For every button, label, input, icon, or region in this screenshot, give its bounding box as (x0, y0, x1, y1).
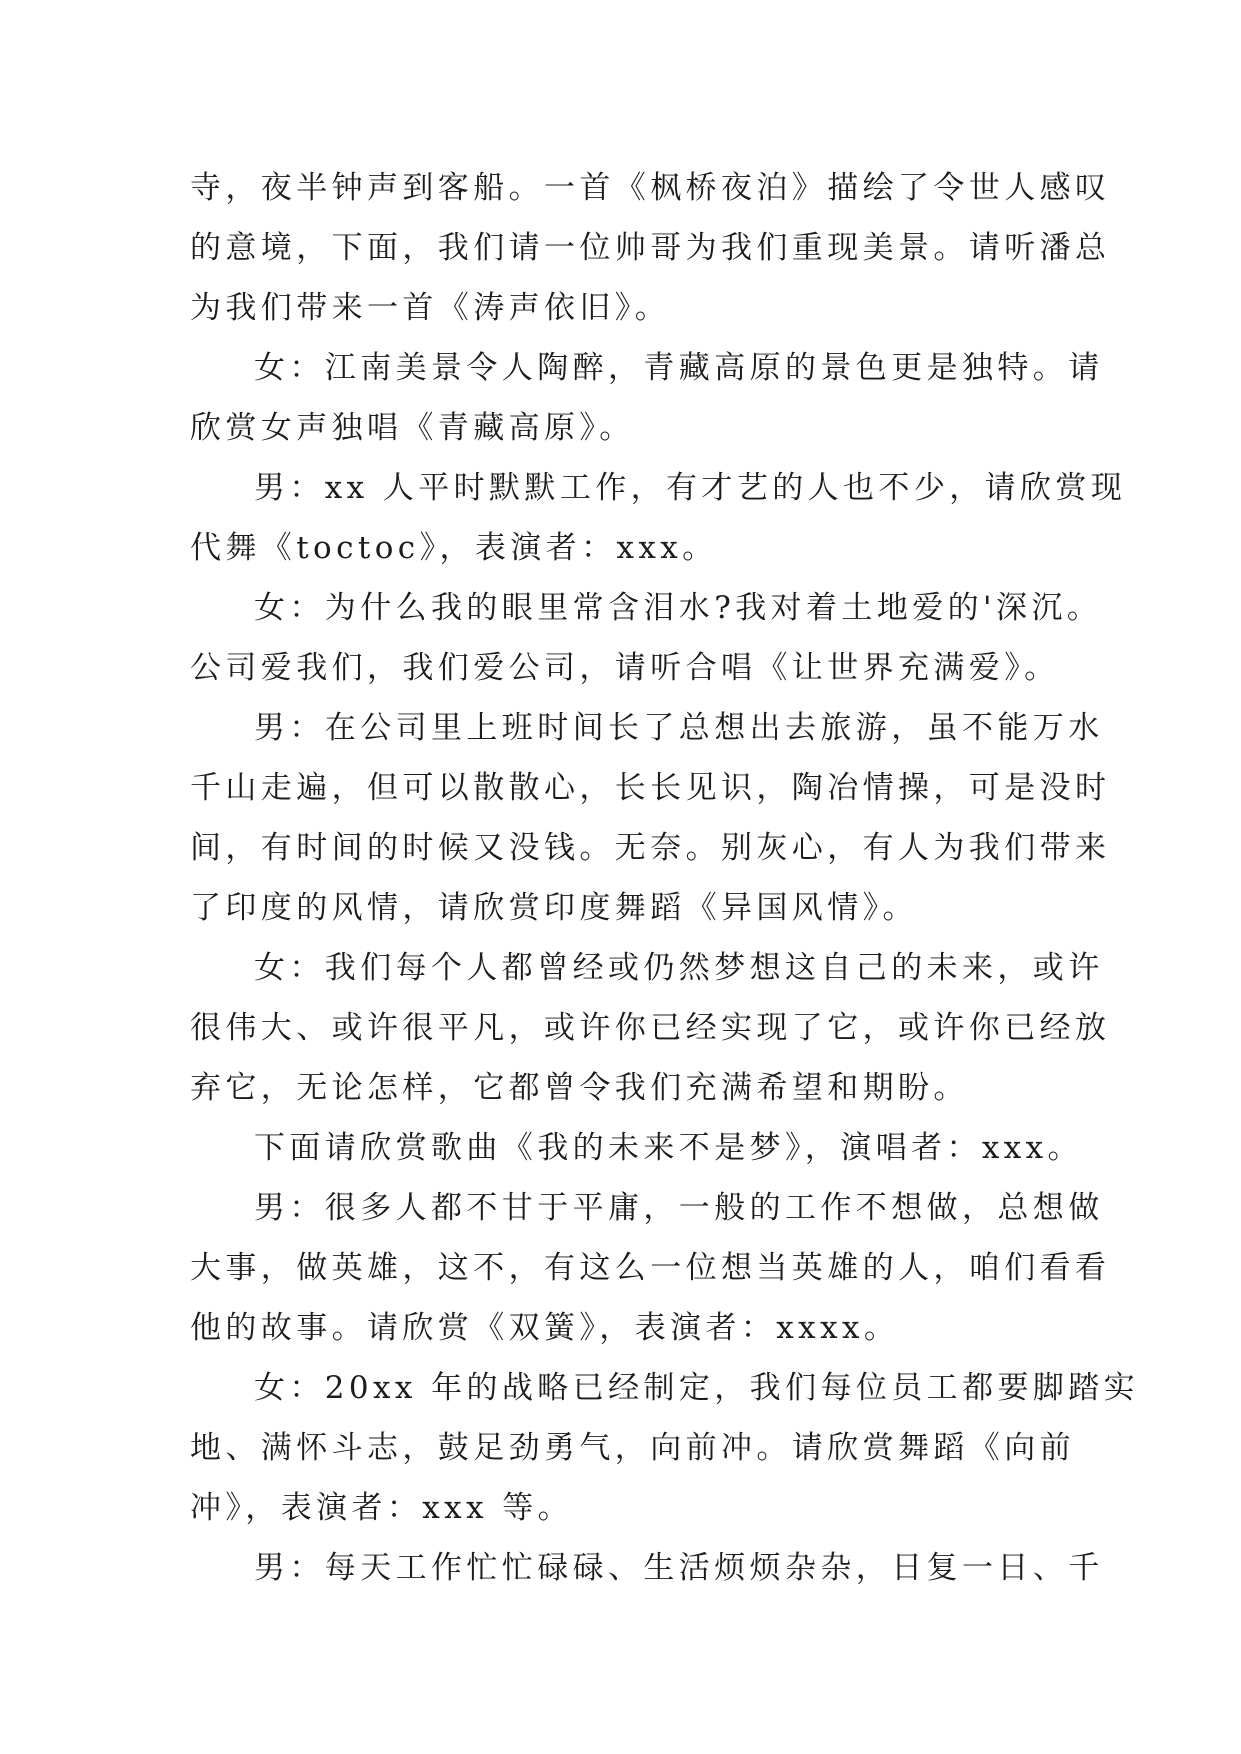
text-line: 寺，夜半钟声到客船。一首《枫桥夜泊》描绘了令世人感叹 (190, 170, 1111, 206)
text-line: 女：20xx 年的战略已经制定，我们每位员工都要脚踏实 (254, 1370, 1140, 1406)
text-line: 代舞《toctoc》，表演者：xxx。 (190, 530, 718, 566)
text-line: 男：很多人都不甘于平庸，一般的工作不想做，总想做 (254, 1190, 1104, 1226)
text-line: 他的故事。请欣赏《双簧》，表演者：xxxx。 (190, 1310, 900, 1346)
text-line: 间，有时间的时候又没钱。无奈。别灰心，有人为我们带来 (190, 830, 1111, 866)
text-line: 很伟大、或许很平凡，或许你已经实现了它，或许你已经放 (190, 1010, 1111, 1046)
text-line: 千山走遍，但可以散散心，长长见识，陶冶情操，可是没时 (190, 770, 1111, 806)
text-line: 地、满怀斗志，鼓足劲勇气，向前冲。请欣赏舞蹈《向前 (190, 1430, 1075, 1466)
text-line: 公司爱我们，我们爱公司，请听合唱《让世界充满爱》。 (190, 650, 1060, 686)
text-line: 女：江南美景令人陶醉，青藏高原的景色更是独特。请 (254, 350, 1104, 386)
text-line: 为我们带来一首《涛声依旧》。 (190, 290, 671, 326)
text-line: 男：xx 人平时默默工作，有才艺的人也不少，请欣赏现 (254, 470, 1127, 506)
text-line: 男：每天工作忙忙碌碌、生活烦烦杂杂，日复一日、千 (254, 1550, 1104, 1586)
text-line: 了印度的风情，请欣赏印度舞蹈《异国风情》。 (190, 890, 918, 926)
text-line: 下面请欣赏歌曲《我的未来不是梦》，演唱者：xxx。 (254, 1130, 1083, 1166)
text-line: 弃它，无论怎样，它都曾令我们充满希望和期盼。 (190, 1070, 969, 1106)
text-line: 女：我们每个人都曾经或仍然梦想这自己的未来，或许 (254, 950, 1104, 986)
text-line: 男：在公司里上班时间长了总想出去旅游，虽不能万水 (254, 710, 1104, 746)
document-body (190, 158, 1140, 1598)
text-line: 冲》，表演者：xxx 等。 (190, 1490, 574, 1526)
text-line: 大事，做英雄，这不，有这么一位想当英雄的人，咱们看看 (190, 1250, 1111, 1286)
text-line: 的意境，下面，我们请一位帅哥为我们重现美景。请听潘总 (190, 230, 1111, 266)
text-line: 欣赏女声独唱《青藏高原》。 (190, 410, 635, 446)
text-line: 女：为什么我的眼里常含泪水?我对着土地爱的'深沉。 (254, 590, 1103, 626)
